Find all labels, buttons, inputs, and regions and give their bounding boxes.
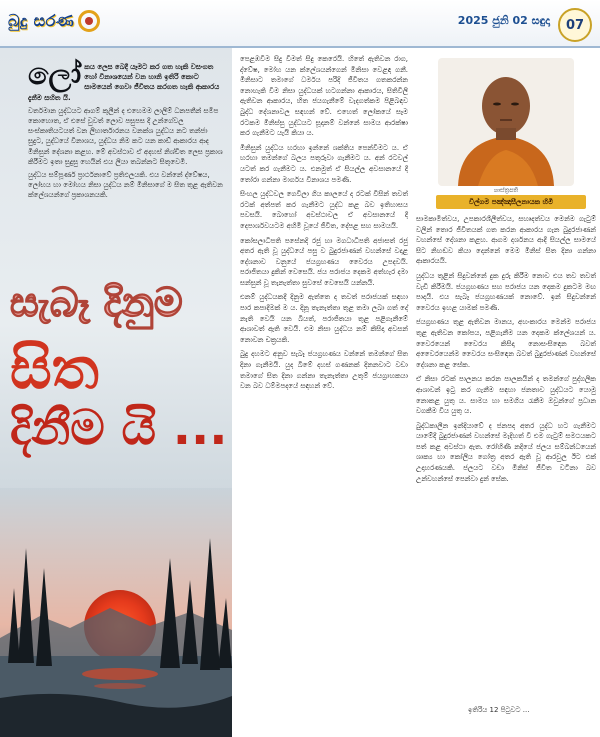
paragraph: මිනිසුන් යුද්ධය හරහා ඉන්නේ ශක්තිය පෙන්වීමට ය. ඒ හරහා තමන්ගේ බලය පතුරුවා ගැනීමට ය. අන් රටවල් යටත් කර ගැනීමට ය. එනමුත් ඒ සියල්ල අවසානයේ දී තෝරා ගන්නා මාර්ගය විනාශය පමණි. xyxy=(240,143,408,184)
newspaper-logo xyxy=(8,6,100,36)
issue-date: 2025 ජුනි 02 සඳුදා xyxy=(457,14,550,27)
paragraph: යුද්ධය තුළින් සිදුවන්නේ දුක දුරු කිරීම නොව එය තව තවත් වැඩි කිරීමයි. ජයග්‍රහණය සහ පරාජය යන දෙකම දුකටම මඟ පාදයි. එය සැබෑ ජයග්‍රහණයක් නොවේ. ඉන් සිදුවන්නේ වෛරය ඉහළ යාමක් පමණි. xyxy=(416,271,596,312)
intro-lead: කය ලෙස බෙදී යෑමට කර ගත හැකි වසංගත හෝ විනාශයෙන් වන හානි ඉතිරි කොට සාමයෙන් ගෙවා ජීවිතය කරගත හැකි ආකාරය දැනීම සහිත යි. xyxy=(28,63,220,102)
landscape-art xyxy=(0,488,232,737)
intro-paragraph-1: වර්තමාන යුද්ධයට ආගම් කුලීන් ද එහෙමම ලාලිම් ධනපතීන් සමීප කොහොත, ඒ එසේ වුවත් ලොව පසුපස දී උන්ගේවල සංස්කෘතියටයත් වන ලිහාර්තාරනය වනක්ශ යුද්ධය නට තන්ජා සුදුට, යුද්ධයේ විනාශය, යුද්ධය නිම කට යන කාඩ් ආකාරය ආද මිනිසුන් දේශනා කළහ. මේ අවස්ථාව ඒ අදහස් නිශ්චිත ලෙස ප්‍රකාශ කිරීමට ඉතා සුදුසු හෙයින් එය ලියා තබන්නට සිතුවෙමි. xyxy=(28,106,223,166)
headline-line-1: සැබෑ දිනුම xyxy=(10,280,183,326)
paragraph: පෙළඹවීම සිදු වීමත් සිදු කෙරෙයි. හිතේ ඇතිවන රාග, ද්වේෂ, මෝහ යන ක්ලේශයන්ගෙන් මිනිසා වෙළඳ ගනී. මිනිසාට තමාගේ ධර්මය පරිදි ජීවිතය ගතකරන්න නොහැකි වීම නිසා යුද්ධයක් හටගන්නා ආකාරය, සිතිවිලි ඇතිවන ආකාරය, හිත ජයගැනීමේ වැදගත්කම පිළිබඳව බුද්ධ දේශනාවල සඳහන් වේ. එහෙත් ලෝකයේ සෑම රටකම මිනිස්සු යුද්ධයට සූදානම් වන්නේ සාමය ආරක්ෂා කර ගැනීමට යැයි කියා ය. xyxy=(240,55,408,138)
paragraph: සාමකාමීත්වය, උපකාරශීලීත්වය, සහෘදත්වය මෙන්ම ගැටුම් වලින් තොර ජීවිතයක් ගත කරන ආකාරය ගැන බුදුරජාණන් වහන්සේ දේශනා කළහ. ආගම දර්ශනය ආදී සියල්ල සාමයේ සිට නිහඬව කියා දෙන්නේ මෙම මිනිස් සිත දිනා ගන්නා ආකාරයයි. xyxy=(416,215,596,266)
intro-block xyxy=(28,57,224,204)
paragraph: ජයග්‍රහණය තුළ ඇතිවන මානය, අහංකාරය මෙන්ම පරාජය තුළ ඇතිවන කෝපය, පළිගැනීම යන දෙකම ක්ලේශයන් ය. වෛරයෙන් වෛරය කිසිදා නොසංසිඳෙන බවත් අවෛරයෙන්ම වෛරය සංසිඳෙන බවත් බුදුරජාණන් වහන්සේ දේශනා කළ සේක. xyxy=(416,318,596,369)
headline-line-3: දිනීම යි ... xyxy=(10,400,228,456)
intro-paragraph-2: යුද්ධය සම්පූර්ණ ප්‍රාර්ථනාවේ ප්‍රතිඵලයකි. එය වන්නේ ද්වේෂය, ලෝභය හා මෝහය නිසා යුද්ධය නම් මිනිසාගේ ම සිත තුළ ඇතිවන ක්ලේශයන්ගේ ප්‍රකාශනයකි. xyxy=(28,171,223,200)
author-photo xyxy=(438,58,574,186)
author-role: ශාස්ත්‍රපති xyxy=(493,187,519,194)
article-column-middle xyxy=(240,54,408,396)
continued-note: ඉතිරිය 12 පිටුවට ... xyxy=(468,706,530,714)
paragraph: ඒ නිසා රටක් පාලනය කරන පාලකයින් ද තමන්ගේ පුද්ගලික ආශාවන් ඉටු කර ගැනීම සඳහා ජනතාව යුද්ධයට යොමු නොකළ යුතු ය. සාමය හා සමගිය රැකීම ඔවුන්ගේ ප්‍රධාන වගකීම විය යුතු ය. xyxy=(416,375,596,416)
paragraph: බුදු දහමට අනුව සැබෑ ජයග්‍රහණය වන්නේ තමන්ගේ සිත දිනා ගැනීමයි. යුද බිමේ දහස් ගණනක් දිනනවාට වඩා තමාගේ සිත දිනා ගන්නා තැනැත්තා උතුම් ජයග්‍රාහකයා වන බව ධම්මපදයේ සඳහන් වේ. xyxy=(240,350,408,391)
logo-text: බුදු සරණ xyxy=(8,11,75,30)
headline-line-2: සිත xyxy=(10,334,99,402)
author-name: විල්ගම පඤ්ඤාසීලනායක හිමි xyxy=(436,195,586,209)
paragraph: එනම් යුද්ධයකදී දිනුම ඇත්තෙ ද තවත් පරාජයක් සඳහා පාර කපාදීමක් ම ය. දිනූ තැනැත්තා තුළ තමා ලබා ගත් දේ නැති වෙයි යන බියත්, පරාජිතයා තුළ පළිගැනීමේ ආශාවත් ඇති වෙයි. එම නිසා යුද්ධය නම් කිසිදා අවසන් නොවන චක්‍රයකි. xyxy=(240,293,408,344)
dharma-wheel-icon xyxy=(78,10,100,32)
paragraph: කෝසලාධිපති පසේනදි රජු හා මගධාධිපති අජාසත් රජු අතර ඇති වූ යුද්ධයේ පසු ව බුදුරජාණන් වහන්සේ වදාළ දේශනාව වනුයේ ජයග්‍රහණය වෛරය උපදවයි. පරාජිතයා දුකින් වෙසෙයි. ජය පරාජය දෙකම අත්හැර දමා සන්සුන් වූ තැනැත්තා සුවසේ වෙසෙයි යන්නයි. xyxy=(240,236,408,287)
page-header xyxy=(0,0,600,48)
author-box xyxy=(416,54,596,209)
paragraph: බුද්ධකාලීන ඉන්දියාවේ ද ජනපද අතර යුද්ධ හට ගැනීමට යාමේදී බුදුරජාණන් වහන්සේ මැදිහත් වී එම ගැටුම් සමථයකට පත් කළ අවස්ථා ඇත. රෝහිණී නදියේ ජලය සම්බන්ධයෙන් ශාක්‍ය හා කෝලිය ගෝත්‍ර අතර ඇති වූ ආරවුල ඊට එක් උදාහරණයකි. ජලයට වඩා මිනිස් ජීවිත වටිනා බව උන්වහන්සේ පෙන්වා දුන් සේක. xyxy=(416,421,596,483)
page-number: 07 xyxy=(558,8,592,42)
paragraph: සිංහල යුද්ධවල ගෙවිලා ගිය කාලයේ ද රටක් විසින් තවත් රටක් අත්පත් කර ගැනීමට යුද්ධ කළ බව ඉතිහාසය පවසයි. බොහෝ අවස්ථාවල ඒ අවසානයේ දී දෙපාර්ශවයටම අහිමි වූයේ ජීවිත, දේපළ සහ සාමයයි. xyxy=(240,190,408,230)
dropcap: ලෝ xyxy=(28,57,82,92)
article-column-right xyxy=(416,214,596,488)
